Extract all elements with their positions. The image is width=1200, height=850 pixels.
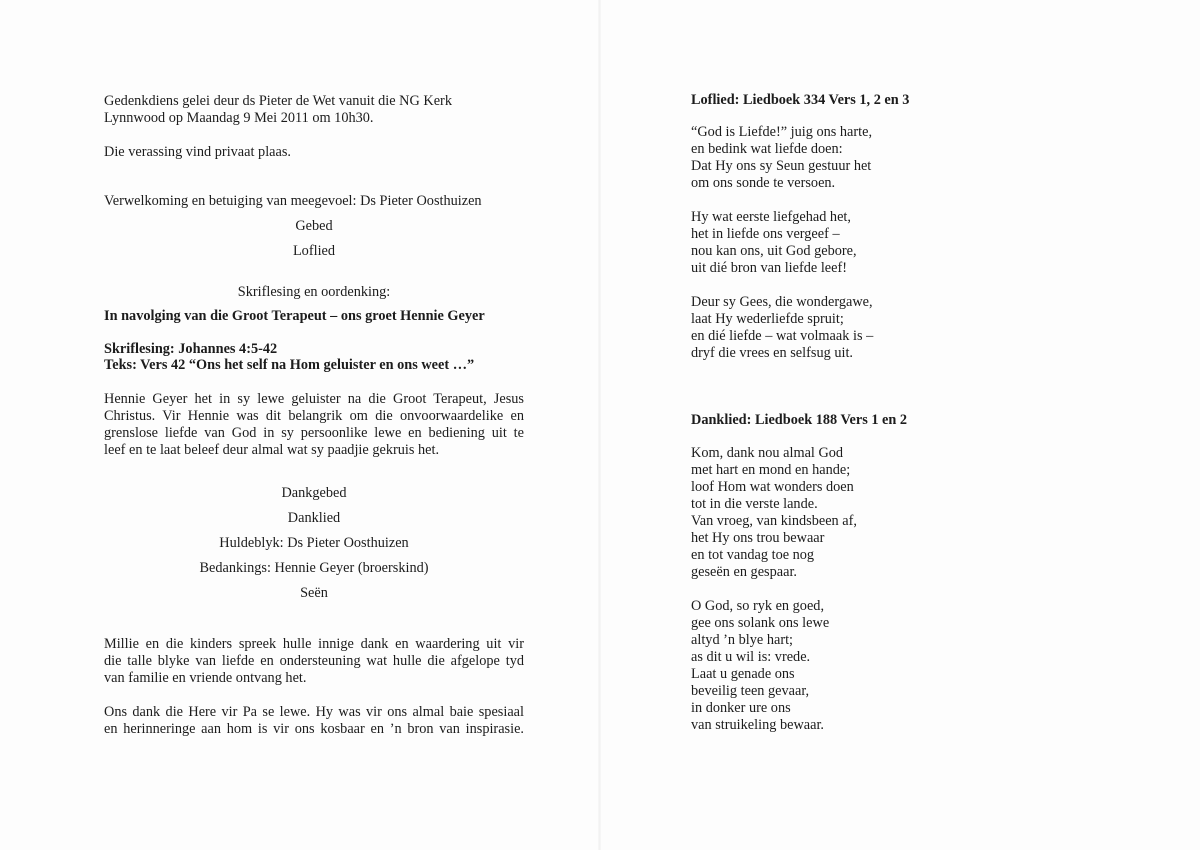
order-item: Bedankings: Hennie Geyer (broerskind) <box>199 560 429 576</box>
tribute-line-3: grenslose liefde van God in sy persoonlike lewe en bediening uit te <box>104 425 524 441</box>
order-item: Huldeblyk: Ds Pieter Oosthuizen <box>219 535 409 551</box>
loflied-heading: Loflied: Liedboek 334 Vers 1, 2 en 3 <box>691 92 910 108</box>
scripture-reading: Skriflesing: Johannes 4:5-42 <box>104 341 278 357</box>
hymn-line: van struikeling bewaar. <box>691 717 824 733</box>
order-hymn: Loflied <box>292 243 336 259</box>
right-page <box>600 0 1200 850</box>
hymn-line: om ons sonde te versoen. <box>691 175 836 191</box>
hymn-line: altyd ’n blye hart; <box>691 632 794 648</box>
hymn-line: nou kan ons, uit God gebore, <box>691 243 857 259</box>
sermon-text: Teks: Vers 42 “Ons het self na Hom geluister en ons weet …” <box>104 357 475 373</box>
welcome-line: Verwelkoming en betuiging van meegevoel: Ds Pieter Oosthuizen <box>104 193 482 209</box>
closing-line-2: en herinneringe aan hom is vir ons kosbaar en ’n bron van inspirasie. <box>104 721 524 737</box>
thanks-line-1: Millie en die kinders spreek hulle innige dank en waardering uit vir <box>104 636 524 652</box>
tribute-line-1: Hennie Geyer het in sy lewe geluister na die Groot Terapeut, Jesus <box>104 391 524 407</box>
hymn-line: O God, so ryk en goed, <box>691 598 825 614</box>
hymn-line: en bedink wat liefde doen: <box>691 141 843 157</box>
hymn-line: het Hy ons trou bewaar <box>691 530 825 546</box>
order-item: Dankgebed <box>281 485 347 501</box>
hymn-line: met hart en mond en hande; <box>691 462 851 478</box>
hymn-line: Laat u genade ons <box>691 666 795 682</box>
intro-line-2: Lynnwood op Maandag 9 Mei 2011 om 10h30. <box>104 110 374 126</box>
hymn-line: Dat Hy ons sy Seun gestuur het <box>691 158 872 174</box>
intro-line-1: Gedenkdiens gelei deur ds Pieter de Wet vanuit die NG Kerk <box>104 93 452 109</box>
hymn-line: uit dié bron van liefde leef! <box>691 260 848 276</box>
hymn-line: gee ons solank ons lewe <box>691 615 830 631</box>
danklied-heading: Danklied: Liedboek 188 Vers 1 en 2 <box>691 412 908 428</box>
hymn-line: en tot vandag toe nog <box>691 547 815 563</box>
hymn-line: “God is Liefde!” juig ons harte, <box>691 124 873 140</box>
hymn-line: en dié liefde – wat volmaak is – <box>691 328 874 344</box>
hymn-line: in donker ure ons <box>691 700 791 716</box>
thanks-line-3: van familie en vriende ontvang het. <box>104 670 307 686</box>
order-item: Danklied <box>287 510 341 526</box>
hymn-line: dryf die vrees en selfsug uit. <box>691 345 853 361</box>
hymn-line: Kom, dank nou almal God <box>691 445 844 461</box>
hymn-line: Hy wat eerste liefgehad het, <box>691 209 851 225</box>
order-prayer: Gebed <box>295 218 333 234</box>
thanks-line-2: die talle blyke van liefde en ondersteuning wat hulle die afgelope tyd <box>104 653 524 669</box>
hymn-line: loof Hom wat wonders doen <box>691 479 854 495</box>
hymn-line: tot in die verste lande. <box>691 496 818 512</box>
sermon-heading: Skriflesing en oordenking: <box>237 284 391 300</box>
tribute-line-4: leef en te laat beleef deur almal wat sy paadjie gekruis het. <box>104 442 440 458</box>
closing-line-1: Ons dank die Here vir Pa se lewe. Hy was vir ons almal baie spesiaal <box>104 704 524 720</box>
hymn-line: Deur sy Gees, die wondergawe, <box>691 294 873 310</box>
hymn-line: beveilig teen gevaar, <box>691 683 810 699</box>
hymn-line: geseën en gespaar. <box>691 564 797 580</box>
hymn-line: Van vroeg, van kindsbeen af, <box>691 513 857 529</box>
hymn-line: as dit u wil is: vrede. <box>691 649 811 665</box>
hymn-line: het in liefde ons vergeef – <box>691 226 840 242</box>
order-item: Seën <box>300 585 328 601</box>
tribute-line-2: Christus. Vir Hennie was dit belangrik om die onvoorwaardelike en <box>104 408 524 424</box>
cremation-note: Die verassing vind privaat plaas. <box>104 144 291 160</box>
hymn-line: laat Hy wederliefde spruit; <box>691 311 844 327</box>
sermon-theme: In navolging van die Groot Terapeut – ons groet Hennie Geyer <box>104 308 485 324</box>
